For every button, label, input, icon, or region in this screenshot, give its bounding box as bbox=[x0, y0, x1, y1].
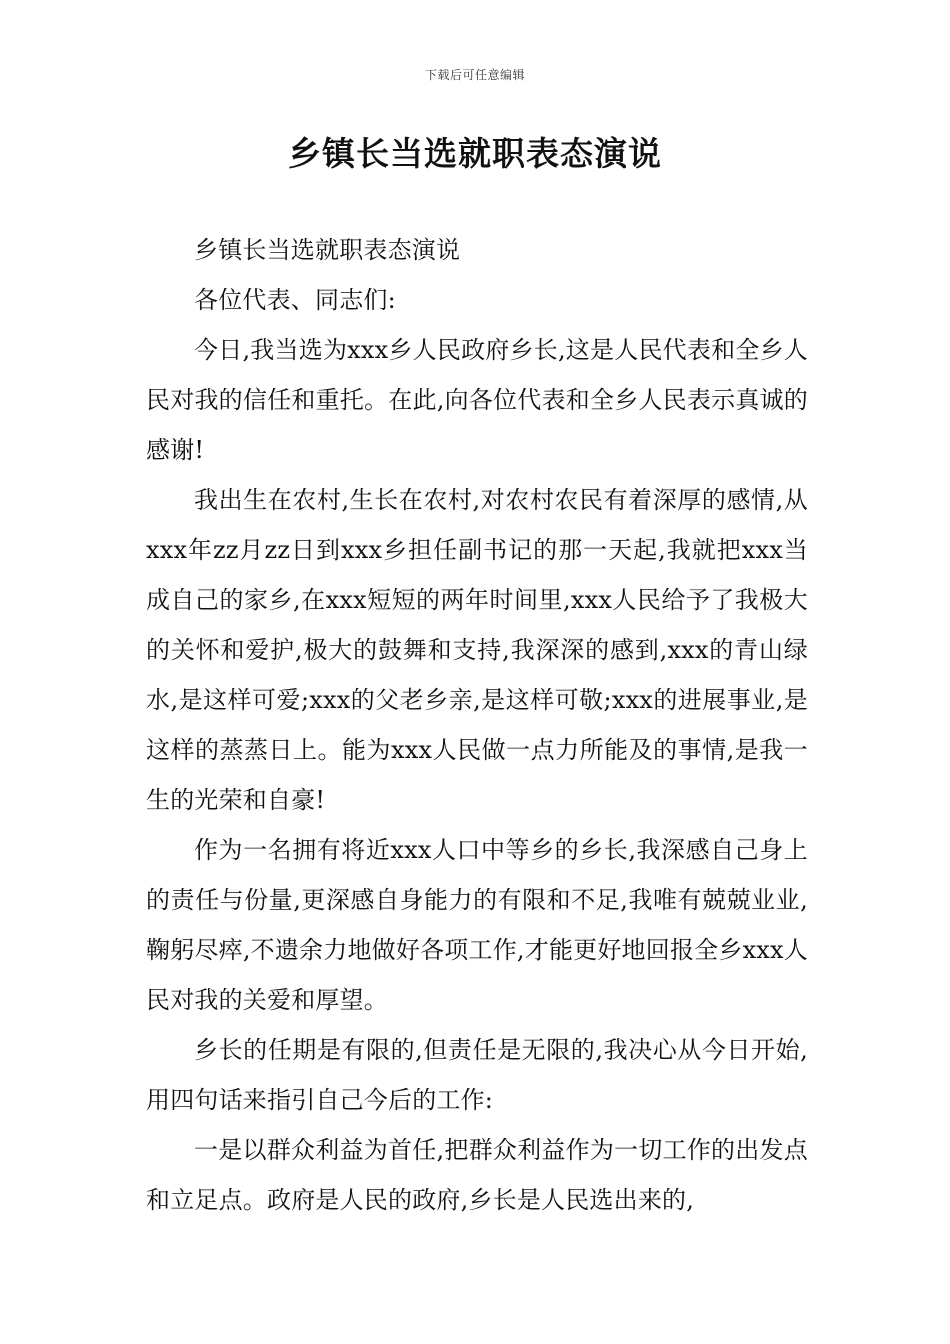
document-body bbox=[146, 225, 808, 1225]
header-note: 下载后可任意编辑 bbox=[424, 68, 525, 82]
paragraph: 我出生在农村,生长在农村,对农村农民有着深厚的感情,从xxx年zz月zz日到xxx乡担任副书记的那一天起,我就把xxx当成自己的家乡,在xxx短短的两年时间里,xxx人民给予了我极大的关怀和爱护,极大的鼓舞和支持,我深深的感到,xxx的青山绿水,是这样可爱;xxx的父老乡亲,是这样可敬;xxx的进展事业,是这样的蒸蒸日上。能为xxx人民做一点力所能及的事情,是我一生的光荣和自豪! bbox=[146, 486, 808, 814]
paragraph: 作为一名拥有将近xxx人口中等乡的乡长,我深感自己身上的责任与份量,更深感自身能力的有限和不足,我唯有兢兢业业,鞠躬尽瘁,不遗余力地做好各项工作,才能更好地回报全乡xxx人民对我的关爱和厚望。 bbox=[146, 836, 808, 1014]
paragraph-salutation: 各位代表、同志们: bbox=[194, 286, 396, 314]
document-title: 乡镇长当选就职表态演说 bbox=[288, 134, 662, 173]
paragraph: 一是以群众利益为首任,把群众利益作为一切工作的出发点和立足点。政府是人民的政府,乡长是人民选出来的, bbox=[146, 1136, 808, 1214]
paragraph: 今日,我当选为xxx乡人民政府乡长,这是人民代表和全乡人民对我的信任和重托。在此,向各位代表和全乡人民表示真诚的感谢! bbox=[146, 336, 808, 464]
paragraph: 乡长的任期是有限的,但责任是无限的,我决心从今日开始,用四句话来指引自己今后的工作: bbox=[146, 1036, 808, 1114]
paragraph-subtitle: 乡镇长当选就职表态演说 bbox=[194, 236, 461, 264]
